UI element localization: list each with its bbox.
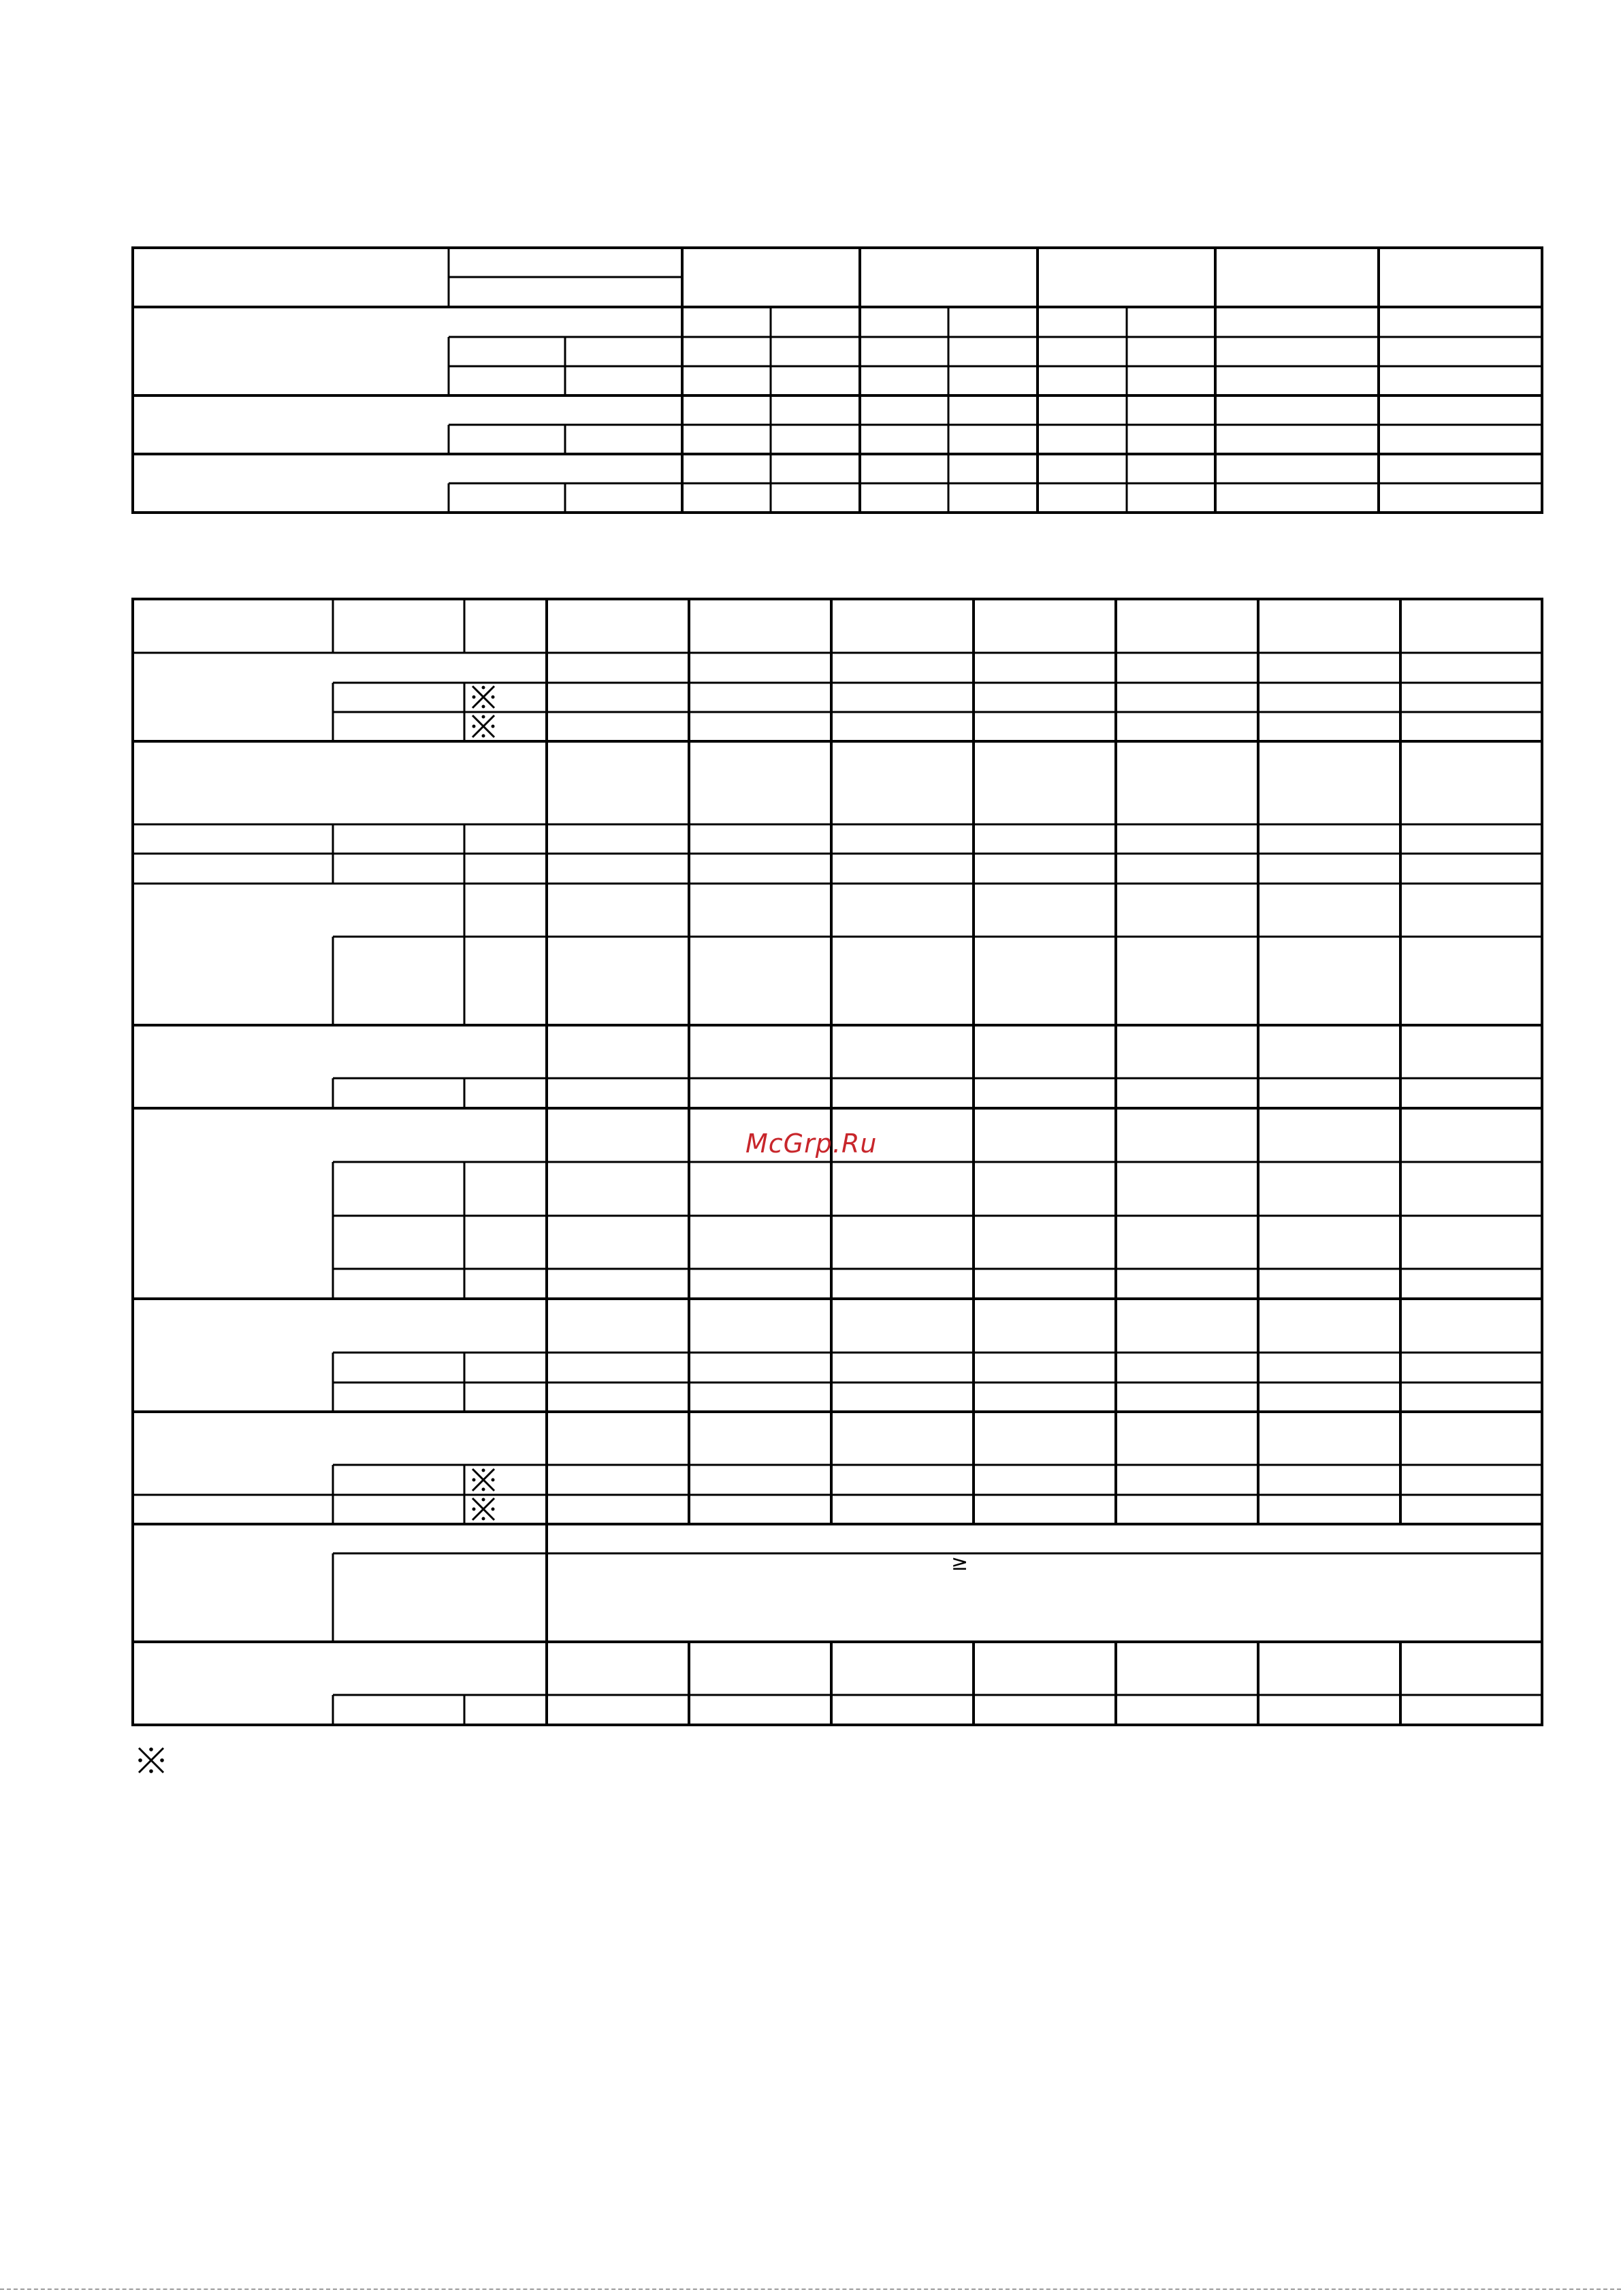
- watermark: McGrp.Ru: [745, 1129, 878, 1159]
- table-top: [133, 248, 1542, 513]
- greater-equal-symbol: ≥: [951, 1551, 969, 1575]
- reference-mark-icon: [472, 1498, 495, 1521]
- table-bottom: [133, 599, 1542, 1725]
- reference-mark-icon: [472, 686, 495, 709]
- footnote-reference-mark-icon: [138, 1747, 164, 1773]
- reference-mark-icon: [472, 1469, 495, 1491]
- reference-mark-icon: [472, 715, 495, 738]
- page-bottom-edge: [0, 2289, 1621, 2290]
- table-top-border: [133, 248, 1542, 513]
